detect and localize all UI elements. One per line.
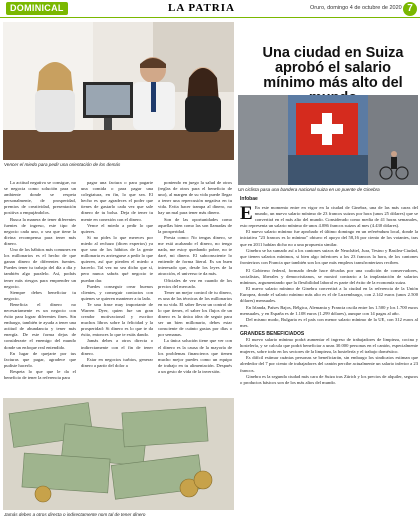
article-column-4 <box>240 205 418 265</box>
brand-logo: DOMINICAL <box>6 2 68 15</box>
article-column-1 <box>4 180 76 394</box>
money-illustration <box>3 398 234 510</box>
paragraph: Siempre debes beneficiar tu negocio. <box>4 289 76 301</box>
paragraph: Si no pides lo que mereces por miedo al rechazo (dicen expertos) ya que uno de los hábitos de la gente millonaria es arriesgarse a pedir lo que quieren, así que pierden el miedo a hacerlo. Tal vez no sea dicho que sí, pero nunca sabrás qué negocio te puedan dar. <box>81 234 153 283</box>
paragraph: El nuevo salario mínimo de Ginebra convertirá a la ciudad en la referencia de la Unión Europea, donde el salario mínimo más alto es el de Luxemburgo, con 2.142 euros (unos 2.500 dólares) mensuales. <box>240 286 418 304</box>
article-column-5 <box>240 268 418 516</box>
drop-cap: E <box>240 205 253 224</box>
dateline: Oruro, domingo 4 de octubre de 2020 <box>310 5 402 11</box>
page-header <box>0 0 420 18</box>
photo-money <box>3 398 234 510</box>
paragraph: Ginebra se ha sumado así a los cantones suizos de Neuchâtel, Jura, Tesino y Basilea-Ciudad, que tienen salarios mínimos, si bien algo inferiores a los 23 francos la hora, de los cantones fronterizos con Francia que también son los que más empleos transfronterizos reciben. <box>240 247 418 265</box>
paragraph: La actitud negativa se consigue, no se negocia como solución para un ambiente donde se respeta personalmente, de prosperidad, premios de creatividad, presentación positiva a empujándolos. <box>4 180 76 216</box>
article-headline: Una ciudad en Suiza aprobó el salario mínimo más alto del <box>262 45 404 91</box>
photo-caption-swiss: Un ciclista pasa una bandera nacional suiza en un puente de Ginebra <box>238 187 380 192</box>
paragraph: Oficiales de vez en cuando de los precios del mercado. <box>158 277 232 289</box>
paragraph: Te una frase muy importante de Warren Dyer, quien fue un gran creador motivacional y escritor muchos libros sobre la felicidad y la prosperidad: Si dinero es lo que te da éxito, entonces lo que te estás dando. <box>81 301 153 338</box>
paragraph: Puedes conseguir crear buenos clientes, y conseguir contactos con quienes se quieren mantener a tu lado. <box>81 283 153 301</box>
paragraph: En lugar de quejarte por tus facturas que pagar, agradece que pudiste hacerlo. <box>4 350 76 368</box>
source-label: Infobae <box>240 196 258 202</box>
paragraph: En Irlanda, Países Bajos, Bélgica, Alemania y Francia oscila entre los 1.500 y los 1.700 euros mensuales, y en España es de 1.108 euros (1.299 dólares), aunque con 14 pagas al año. <box>240 304 418 316</box>
paragraph: pagar una factura o para pagarte una comida o para pagar una colegiatura, en fin, lo que sea. El hecho es que agradeces el poder que tienes de gastarlo cada vez que sale dinero de tu bolsa. Deja de tener tu mente en conexión con el dinero. <box>81 180 153 222</box>
paragraph: El Gobierno federal, formado desde hace décadas por una coalición de conservadores, socialistas, liberales y democristianos, se mostró contrario a la implantación de salarios mínimos, argumentando que la flexibilidad laboral es parte del éxito de la economía suiza. <box>240 268 418 286</box>
photo-swiss-flag-bridge <box>238 95 418 185</box>
paragraph: Vence el miedo a pedir lo que quieres. <box>81 222 153 234</box>
paragraph: Ginebra es la segunda ciudad más cara de Suiza tras Zúrich y los precios de alquiler, seguros o productos básicos son de los más altos del mundo. <box>240 373 418 385</box>
paragraph: Tener un mejor control de tu dinero, es una de las técnicas de los millonarios en su vida. El saber llevar un control de lo que tienes, el saber los flujos de un dinero es la única idea de seguir para ser un bien millonario, debes estar consciente de cuánto gastas por días o por semanas. <box>158 289 232 338</box>
paragraph: Presta como: No tengas dinero, se me está acabando el dinero, no tengo nada, me estoy quedando pobre, no te daré, mi dinero. El subconsciente lo entiende de forma literal. Es un buen interesado que, desde los leyes de la atracción, el universo te da más. <box>158 234 232 277</box>
paragraph: El nuevo salario mínimo fue aprobado el último domingo en un referéndum local, donde la iniciativa "23 francos es lo mínimo" obtuvo el apoyo del 58,16 por ciento de los votantes, tras que en 2011 habían dicho no a una propuesta similar. <box>240 229 418 247</box>
paragraph: El nuevo salario mínimo podrá aumentar el ingreso de trabajadores de limpieza, cocina y hostelería, y se calcula que podrá beneficiar a unas 30.000 personas en el cantón, especialmente mujeres, sobre todo en los sectores de la limpieza, la hostelería y el trabajo doméstico. <box>240 337 418 355</box>
article-column-3 <box>158 180 232 394</box>
paragraph: Respeta lo que que le da el beneficio de tener la referencia para <box>4 368 76 380</box>
page-number: 7 <box>403 2 417 16</box>
paragraph: poniendo en juego la salud de otros (reglas de otros para el beneficio de uno), al margen de su vida puede llegar a tener una repercusión negativa en tu vida. Evita hacer trampa al dinero, no hay un mal para tener más dinero. <box>158 180 232 216</box>
photo-office-workers <box>3 22 234 160</box>
paragraph: Son de las oportunidades como aquellas bien como las son llamadas de la prosperidad. <box>158 216 232 234</box>
article-column-2 <box>81 180 153 394</box>
office-scene-illustration <box>3 22 234 160</box>
lead-text: En este momento entre en vigor en la ciudad de Ginebra, una de las más caras del mundo, un nuevo salario mínimo de 23 francos suizos por hora (unos 25 dólares) que se convertirá en el más alto del mundo. Considerado como media de 41 horas semanales, esto representa un salario mínimo de unos 4.086 francos suizos al mes (4.430 dólares). <box>240 205 418 229</box>
paragraph: Jamás debes a otros directa o indirectamente con el fin de tener dinero. <box>81 338 153 356</box>
paragraph: Busca la manera de tener diferentes fuentes de ingreso, este tipo de negocio cada uno, o sea que tiene la divina recompensa para tener más dinero. <box>4 216 76 246</box>
publication-title: LA PATRIA <box>168 2 235 14</box>
photo-caption-office: Vencer el miedo para pedir una orientación de los demás <box>4 162 121 167</box>
swiss-flag-illustration <box>238 95 418 185</box>
paragraph: Estar en negocios turbios, generar dinero a partir del dolor a <box>81 356 153 368</box>
paragraph: Es difícil estimar cuántas personas se beneficiarán, sin embargo los sindicatos estiman que alrededor del 7 por ciento de trabajadores del cantón percibe actualmente un salario inferior a 23 francos. <box>240 355 418 373</box>
subheading: GRANDES BENEFICIADOS <box>240 330 305 337</box>
paragraph: Del mismo modo, Bulgaria es el país con menor salario mínimo de la UE, con 312 euros al mes. <box>240 316 418 328</box>
paragraph: La única solución tiene que ver con el dinero es la causa de la mayoría de los problemas financieros que tienen mucho mejor puedes como un equipo de trabajo en tu alimentación. Después a un gesto de vida de la inversión. <box>158 338 232 374</box>
paragraph: Beneficia el dinero no necesariamente es un negocio con éxito para lograr diferentes fines. Sin embargo, también te ayuda a tener una actitud de abundancia y tener más energía. De este forma dejas de considerarte el enemigo del mundo donde un enfoque real entendido. <box>4 301 76 350</box>
paragraph: Uno de los hábitos más comunes en los millonarios es el hecho de que ganan dinero de diferentes fuentes. Puedes tener tu trabajo del día a día y también algo paralelo. Así, podrás tener más riesgos para emprender un negocio. <box>4 247 76 289</box>
lead-paragraph <box>240 205 418 229</box>
photo-caption-money: Jamás debes a otros directa o indirectamente nom tal de tener dinero <box>4 512 146 517</box>
